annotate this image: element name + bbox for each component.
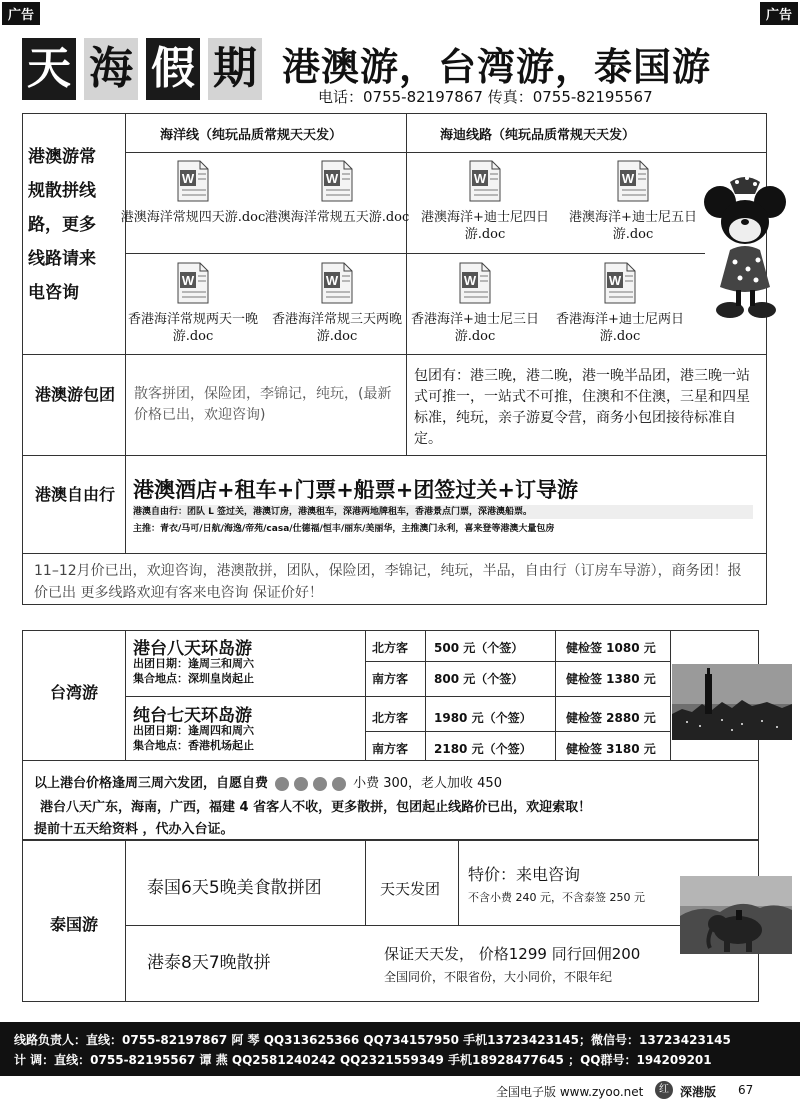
contact-line: 电话：0755-82197867 传真：0755-82195567 bbox=[318, 88, 653, 106]
taipei-skyline-photo bbox=[672, 664, 792, 740]
logo-char-1: 天 bbox=[22, 38, 76, 100]
thailand-label: 泰国游 bbox=[49, 915, 98, 934]
doc-label: 香港海洋常规两天一晚游.doc bbox=[127, 312, 258, 344]
tw-health-price: 健检签 1380 元 bbox=[566, 672, 656, 686]
minnie-mouse-illustration bbox=[700, 172, 790, 322]
th-guarantee: 保证天天发， 价格1299 同行回佣200 bbox=[384, 945, 641, 963]
footer-row1: 线路负责人：直线：0755-82197867 阿 琴 QQ313625366 QQ734157950 手机13723423145；微信号：13723423145 bbox=[14, 1033, 731, 1047]
doc-label: 香港海洋+迪士尼两日游.doc bbox=[556, 312, 684, 344]
doc-label: 香港海洋常规三天两晚游.doc bbox=[271, 312, 402, 344]
tw-tour1-dates: 出团日期：逢周三和周六 bbox=[133, 657, 254, 670]
word-doc-icon bbox=[616, 160, 650, 202]
svg-text:W: W bbox=[463, 273, 477, 288]
word-doc-icon bbox=[320, 160, 354, 202]
ad-tag-left: 广告 bbox=[2, 2, 40, 25]
col-header-ocean: 海洋线（纯玩品质常规天天发） bbox=[160, 128, 343, 143]
edition-badge: 红 bbox=[655, 1081, 673, 1099]
svg-text:W: W bbox=[181, 273, 195, 288]
word-doc-icon bbox=[176, 160, 210, 202]
tw-health-price: 健检签 2880 元 bbox=[566, 711, 656, 725]
site-url: 全国电子版 www.zyoo.net bbox=[496, 1085, 644, 1099]
page-number: 67 bbox=[738, 1083, 754, 1097]
edition-label: 深港版 bbox=[680, 1085, 717, 1099]
tw-note1: 以上港台价格逢周三周六发团，自愿自费 小费 300，老人加收 450 bbox=[34, 776, 502, 791]
doc-label: 港澳海洋常规五天游.doc bbox=[264, 210, 410, 225]
tw-region: 北方客 bbox=[372, 711, 409, 725]
tw-region: 南方客 bbox=[372, 742, 409, 756]
word-doc-icon bbox=[458, 262, 492, 304]
svg-text:W: W bbox=[621, 171, 635, 186]
svg-text:W: W bbox=[608, 273, 622, 288]
tw-price: 2180 元（个签） bbox=[434, 742, 532, 756]
doc-link[interactable] bbox=[262, 262, 412, 345]
hk-free-title: 港澳酒店+租车+门票+船票+团签过关+订导游 bbox=[133, 478, 578, 502]
elephant-photo bbox=[680, 876, 792, 954]
th-special-note: 不含小费 240 元，不含泰签 250 元 bbox=[468, 891, 645, 904]
doc-label: 港澳海洋+迪士尼五日游.doc bbox=[569, 210, 697, 242]
doc-link[interactable] bbox=[118, 160, 268, 226]
doc-link[interactable] bbox=[545, 262, 695, 345]
hk-free-label: 港澳自由行 bbox=[34, 485, 115, 504]
tw-note2: 港台八天广东，海南，广西，福建 4 省客人不收，更多散拼，包团起止线路价已出，欢迎索取！ bbox=[40, 800, 592, 815]
tw-region: 南方客 bbox=[372, 672, 409, 686]
svg-text:W: W bbox=[181, 171, 195, 186]
hk-regular-side-label: 港澳游常 规散拼线 路，更多 线路请来 电咨询 bbox=[28, 147, 96, 303]
svg-text:W: W bbox=[473, 171, 487, 186]
tw-tour2-dates: 出团日期：逢周四和周六 bbox=[133, 724, 254, 737]
logo-char-4: 期 bbox=[208, 38, 262, 100]
tw-price: 800 元（个签） bbox=[434, 672, 524, 686]
tw-note3: 提前十五天给资料 ，代办入台证。 bbox=[34, 822, 234, 837]
tw-tour2-meet: 集合地点：香港机场起止 bbox=[133, 739, 254, 752]
word-doc-icon bbox=[603, 262, 637, 304]
hk-free-line2: 主推：青衣/马可/日航/海逸/帝苑/casa/仕德福/恒丰/丽东/美丽华，主推澳门永利，喜来登等港澳大量包房 bbox=[133, 524, 555, 534]
doc-link[interactable] bbox=[262, 160, 412, 226]
doc-link[interactable] bbox=[118, 262, 268, 345]
th-tour1: 泰国6天5晚美食散拼团 bbox=[147, 878, 322, 898]
hk-group-right-text: 包团有：港三晚，港二晚，港一晚半品团，港三晚一站式可推一，一站式不可推，住澳和不住澳，三星和四星标准，纯玩，亲子游夏令营，商务小包团接待标准自定。 bbox=[414, 368, 750, 447]
taiwan-label: 台湾游 bbox=[49, 683, 98, 702]
tw-price: 1980 元（个签） bbox=[434, 711, 532, 725]
doc-label: 香港海洋+迪士尼三日游.doc bbox=[411, 312, 539, 344]
svg-text:W: W bbox=[325, 171, 339, 186]
doc-link[interactable] bbox=[410, 160, 560, 243]
tw-health-price: 健检签 1080 元 bbox=[566, 641, 656, 655]
hk-note: 11–12月价已出，欢迎咨询，港澳散拼，团队，保险团，李锦记，纯玩，半品，自由行（订房车导游），商务团！报价已出 更多线路欢迎有客来电咨询 保证价好！ bbox=[34, 563, 742, 601]
tw-tour1-title: 港台八天环岛游 bbox=[133, 639, 252, 659]
hk-free-line1: 港澳自由行：团队 L 签过关，港澳订房，港澳租车，深港两地牌租车，香港景点门票，深港澳船票。 bbox=[133, 505, 753, 519]
tw-price: 500 元（个签） bbox=[434, 641, 524, 655]
hk-group-label: 港澳游包团 bbox=[34, 385, 115, 404]
th-guarantee2: 全国同价，不限省份，大小同价，不限年纪 bbox=[384, 970, 613, 984]
word-doc-icon bbox=[320, 262, 354, 304]
footer-row2: 计 调：直线：0755-82195567 谭 燕 QQ2581240242 QQ2321559349 手机18928477645 ；QQ群号：194209201 bbox=[14, 1053, 712, 1067]
hk-group-left-text: 散客拼团，保险团，李锦记，纯玩，(最新价格已出，欢迎咨询) bbox=[134, 386, 392, 423]
th-depart: 天天发团 bbox=[380, 880, 441, 898]
tw-region: 北方客 bbox=[372, 641, 409, 655]
word-doc-icon bbox=[468, 160, 502, 202]
headline: 港澳游，台湾游，泰国游 bbox=[282, 45, 712, 89]
svg-text:W: W bbox=[325, 273, 339, 288]
th-special: 特价：来电咨询 bbox=[468, 865, 581, 884]
col-header-disney: 海迪线路（纯玩品质常规天天发） bbox=[440, 128, 636, 143]
doc-link[interactable] bbox=[400, 262, 550, 345]
doc-label: 港澳海洋常规四天游.doc bbox=[120, 210, 266, 225]
tw-health-price: 健检签 3180 元 bbox=[566, 742, 656, 756]
logo-char-3: 假 bbox=[146, 38, 200, 100]
logo-char-2: 海 bbox=[84, 38, 138, 100]
tw-tour1-meet: 集合地点：深圳皇岗起止 bbox=[133, 672, 254, 685]
tw-tour2-title: 纯台七天环岛游 bbox=[133, 706, 252, 726]
word-doc-icon bbox=[176, 262, 210, 304]
ad-tag-right: 广告 bbox=[760, 2, 798, 25]
doc-link[interactable] bbox=[558, 160, 708, 243]
doc-label: 港澳海洋+迪士尼四日游.doc bbox=[421, 210, 549, 242]
th-tour2: 港泰8天7晚散拼 bbox=[147, 953, 271, 973]
self-pay-flowers-icon bbox=[273, 775, 349, 793]
